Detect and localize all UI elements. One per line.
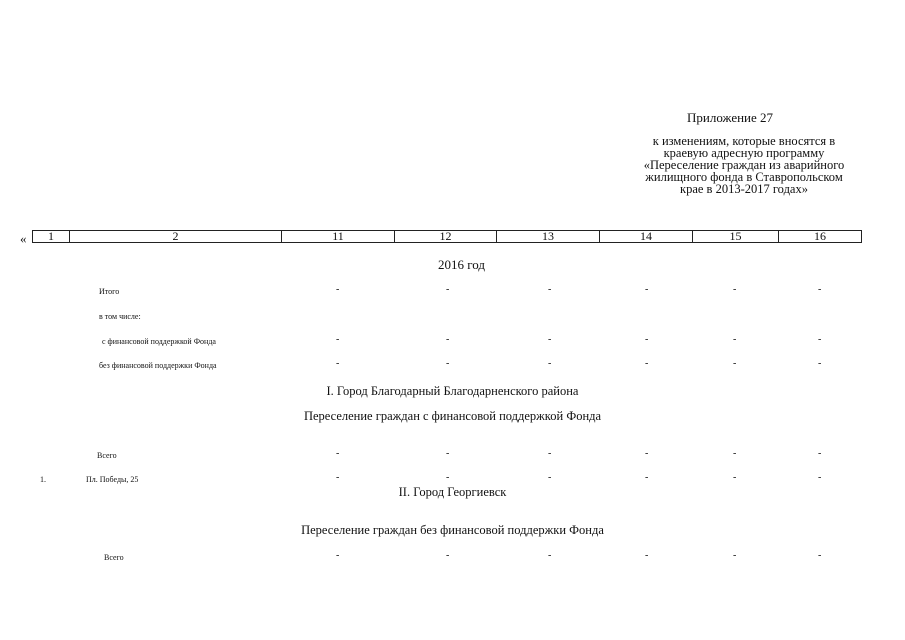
dash-cell: - — [446, 284, 450, 295]
section-2-subtitle: Переселение граждан без финансовой поддержки Фонда — [301, 523, 604, 537]
dash-cell: - — [336, 334, 340, 345]
dash-cell: - — [733, 550, 737, 561]
dash-cell: - — [548, 472, 552, 483]
dash-cell: - — [446, 472, 450, 483]
dash-cell: - — [548, 358, 552, 369]
section-1-title: I. Город Благодарный Благодарненского района — [326, 384, 579, 398]
dash-cell: - — [733, 448, 737, 459]
dash-cell: - — [733, 284, 737, 295]
section-1-subtitle: Переселение граждан с финансовой поддержкой Фонда — [303, 409, 602, 423]
dash-cell: - — [548, 550, 552, 561]
open-quote: « — [20, 231, 27, 246]
dash-cell: - — [336, 550, 340, 561]
subtitle-line: «Переселение граждан из аварийного — [643, 158, 845, 172]
dash-cell: - — [336, 472, 340, 483]
column-number: 11 — [281, 231, 394, 242]
subtitle-line: краевую адресную программу — [663, 146, 825, 160]
row-label-with-support: с финансовой поддержкой Фонда — [102, 337, 216, 346]
dash-cell: - — [548, 284, 552, 295]
dash-cell: - — [818, 550, 822, 561]
dash-cell: - — [336, 448, 340, 459]
column-number: 2 — [69, 231, 281, 242]
dash-cell: - — [336, 284, 340, 295]
dash-cell: - — [446, 448, 450, 459]
dash-cell: - — [645, 448, 649, 459]
section-2-title: II. Город Георгиевск — [398, 485, 507, 499]
dash-cell: - — [645, 358, 649, 369]
dash-cell: - — [645, 472, 649, 483]
dash-cell: - — [645, 550, 649, 561]
column-number: 1 — [48, 229, 54, 243]
year-heading: 2016 год — [438, 257, 485, 272]
dash-cell: - — [446, 358, 450, 369]
dash-cell: - — [645, 284, 649, 295]
dash-cell: - — [818, 472, 822, 483]
column-number-strip — [32, 230, 862, 243]
appendix-subtitle — [606, 135, 882, 195]
dash-cell: - — [733, 358, 737, 369]
column-number: 15 — [692, 231, 778, 242]
dash-cell: - — [818, 284, 822, 295]
appendix-title: Приложение 27 — [687, 110, 774, 125]
item-address: Пл. Победы, 25 — [86, 475, 139, 484]
subtitle-line: крае в 2013-2017 годах» — [680, 182, 808, 196]
row-label-including: в том числе: — [99, 312, 141, 321]
dash-cell: - — [548, 448, 552, 459]
dash-cell: - — [446, 550, 450, 561]
dash-cell: - — [818, 448, 822, 459]
section-1-total-label: Всего — [97, 451, 117, 460]
subtitle-line: жилищного фонда в Ставропольском — [645, 170, 843, 184]
section-2-total-label: Всего — [104, 553, 124, 562]
subtitle-line: к изменениям, которые вносятся в — [652, 134, 836, 148]
dash-cell: - — [548, 334, 552, 345]
dash-cell: - — [733, 472, 737, 483]
column-number: 12 — [394, 231, 496, 242]
dash-cell: - — [733, 334, 737, 345]
dash-cell: - — [336, 358, 340, 369]
dash-cell: - — [446, 334, 450, 345]
item-number: 1. — [40, 475, 46, 484]
dash-cell: - — [818, 334, 822, 345]
column-number: 13 — [496, 231, 599, 242]
row-label-total: Итого — [99, 287, 120, 296]
dash-cell: - — [818, 358, 822, 369]
row-label-without-support: без финансовой поддержки Фонда — [99, 361, 217, 370]
dash-cell: - — [645, 334, 649, 345]
column-number: 14 — [599, 231, 692, 242]
column-number: 16 — [778, 231, 861, 242]
